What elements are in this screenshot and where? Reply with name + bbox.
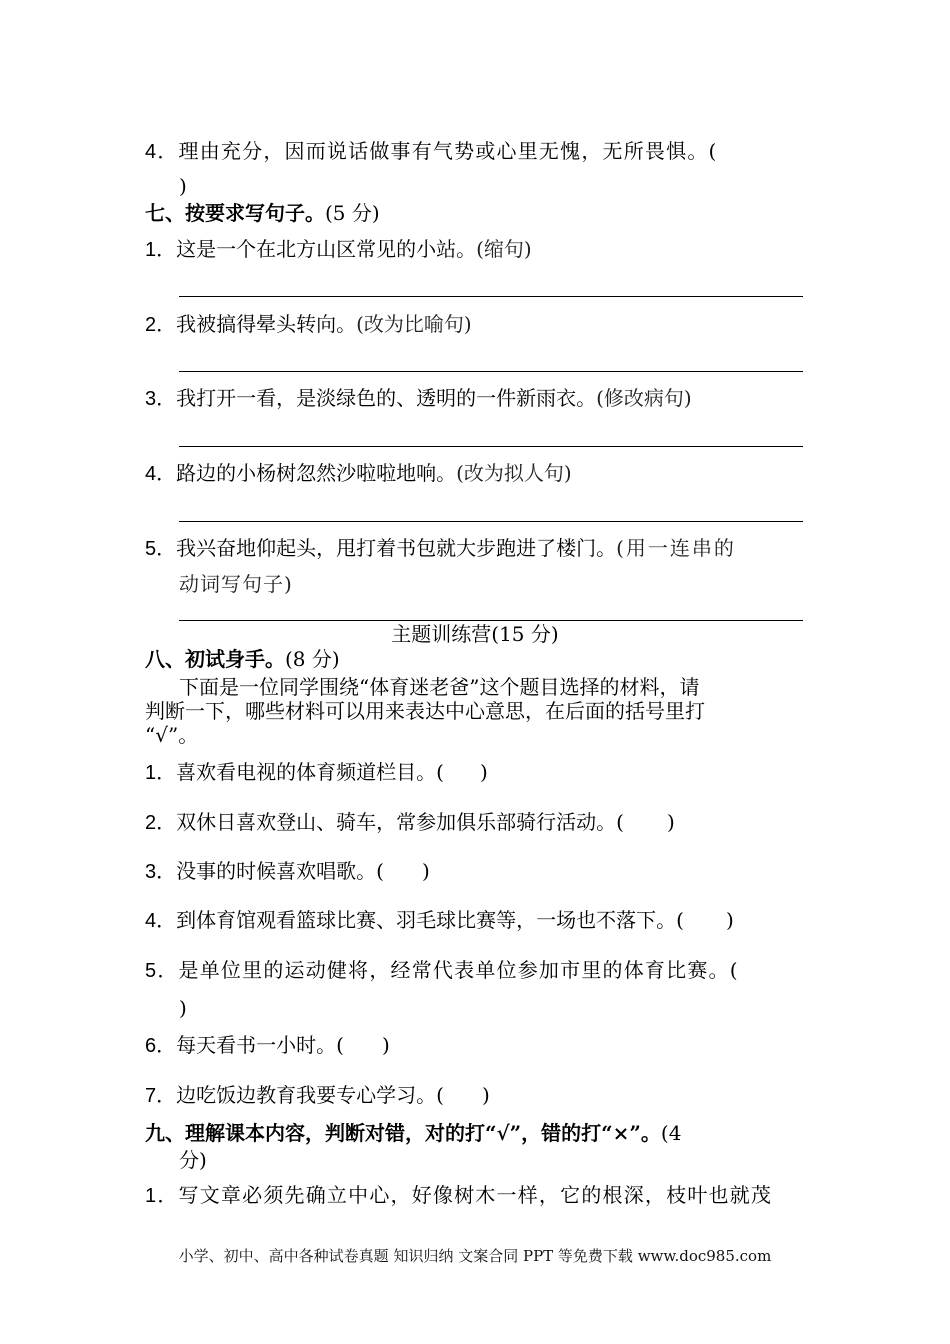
question-number: 7．: [145, 1085, 177, 1107]
answer-paren-close: ): [179, 174, 187, 198]
question-number: 1．: [145, 239, 177, 261]
question-9-1: [145, 1181, 772, 1210]
question-number: 4．: [145, 141, 179, 163]
question-note: (改为比喻句): [356, 312, 472, 336]
answer-line[interactable]: [179, 446, 803, 447]
question-number: 5．: [145, 538, 177, 560]
question-text: 是单位里的运动健将，经常代表单位参加市里的体育比赛。(: [178, 958, 739, 982]
question-number: 4．: [145, 910, 177, 932]
question-text: 每天看书一小时。(: [176, 1033, 344, 1057]
section-score-continued: 分): [179, 1148, 207, 1172]
question-number: 3．: [145, 388, 177, 410]
question-note: (缩句): [476, 237, 532, 261]
section-8-intro-line-1: 下面是一位同学围绕“体育迷老爸”这个题目选择的材料，请: [179, 675, 700, 699]
section-score: (4: [660, 1121, 682, 1145]
question-text: 路边的小杨树忽然沙啦啦地响。: [176, 461, 457, 485]
question-text: 双休日喜欢登山、骑车，常参加俱乐部骑行活动。(: [176, 810, 624, 834]
question-text: 理由充分，因而说话做事有气势或心里无愧，无所畏惧。(: [178, 139, 718, 163]
section-score: (8 分): [285, 647, 340, 671]
section-title: 八、初试身手。: [145, 647, 285, 671]
answer-paren-close: ): [481, 1083, 490, 1107]
question-7-3: [145, 384, 692, 413]
question-note: (修改病句): [596, 386, 692, 410]
question-8-6: [145, 1031, 390, 1060]
question-text: 我兴奋地仰起头，甩打着书包就大步跑进了楼门。: [176, 536, 617, 560]
page-footer: 小学、初中、高中各种试卷真题 知识归纳 文案合同 PPT 等免费下载 www.doc985.com: [178, 1247, 772, 1265]
section-8-heading: [145, 645, 340, 673]
answer-paren-close: ): [666, 810, 675, 834]
section-title: 九、理解课本内容，判断对错，对的打“√”，错的打“×”。: [145, 1121, 661, 1145]
answer-paren-close: ): [725, 908, 734, 932]
question-number: 2．: [145, 314, 177, 336]
question-note: (用一连串的: [616, 536, 736, 560]
section-8-intro-line-3: “√”。: [145, 723, 199, 747]
question-number: 5．: [145, 960, 179, 982]
question-text: 这是一个在北方山区常见的小站。: [176, 237, 477, 261]
question-7-4: [145, 459, 572, 488]
question-text: 到体育馆观看篮球比赛、羽毛球比赛等，一场也不落下。(: [176, 908, 684, 932]
section-7-heading: [145, 199, 380, 227]
question-text: 边吃饭边教育我要专心学习。(: [176, 1083, 444, 1107]
answer-paren-close: ): [381, 1033, 390, 1057]
theme-camp-title: 主题训练营(15 分): [391, 622, 559, 646]
answer-line[interactable]: [179, 521, 803, 522]
question-6-4: [145, 137, 718, 166]
question-number: 4．: [145, 463, 177, 485]
question-8-2: [145, 808, 675, 837]
question-8-5: [145, 956, 739, 985]
question-text: 喜欢看电视的体育频道栏目。(: [176, 760, 444, 784]
question-note: (改为拟人句): [456, 461, 572, 485]
answer-paren-close: ): [179, 996, 187, 1020]
question-number: 6．: [145, 1035, 177, 1057]
answer-paren-close: ): [421, 859, 430, 883]
question-8-3: [145, 857, 430, 886]
question-7-1: [145, 235, 532, 264]
question-note-continued: 动词写句子): [179, 572, 293, 596]
question-number: 1．: [145, 762, 177, 784]
question-number: 1．: [145, 1185, 179, 1207]
answer-line[interactable]: [179, 371, 803, 372]
question-number: 2．: [145, 812, 177, 834]
answer-line[interactable]: [179, 296, 803, 297]
answer-paren-close: ): [479, 760, 488, 784]
question-text: 没事的时候喜欢唱歌。(: [176, 859, 384, 883]
question-7-5: [145, 534, 736, 563]
section-9-heading: [145, 1119, 681, 1147]
question-7-2: [145, 310, 472, 339]
question-8-1: [145, 758, 488, 787]
question-text: 写文章必须先确立中心，好像树木一样，它的根深，枝叶也就茂: [178, 1183, 773, 1207]
section-8-intro-line-2: 判断一下，哪些材料可以用来表达中心意思，在后面的括号里打: [145, 699, 705, 723]
section-score: (5 分): [325, 201, 380, 225]
question-number: 3．: [145, 861, 177, 883]
section-title: 七、按要求写句子。: [145, 201, 325, 225]
question-8-7: [145, 1081, 490, 1110]
question-text: 我被搞得晕头转向。: [176, 312, 357, 336]
question-8-4: [145, 906, 734, 935]
question-text: 我打开一看，是淡绿色的、透明的一件新雨衣。: [176, 386, 597, 410]
